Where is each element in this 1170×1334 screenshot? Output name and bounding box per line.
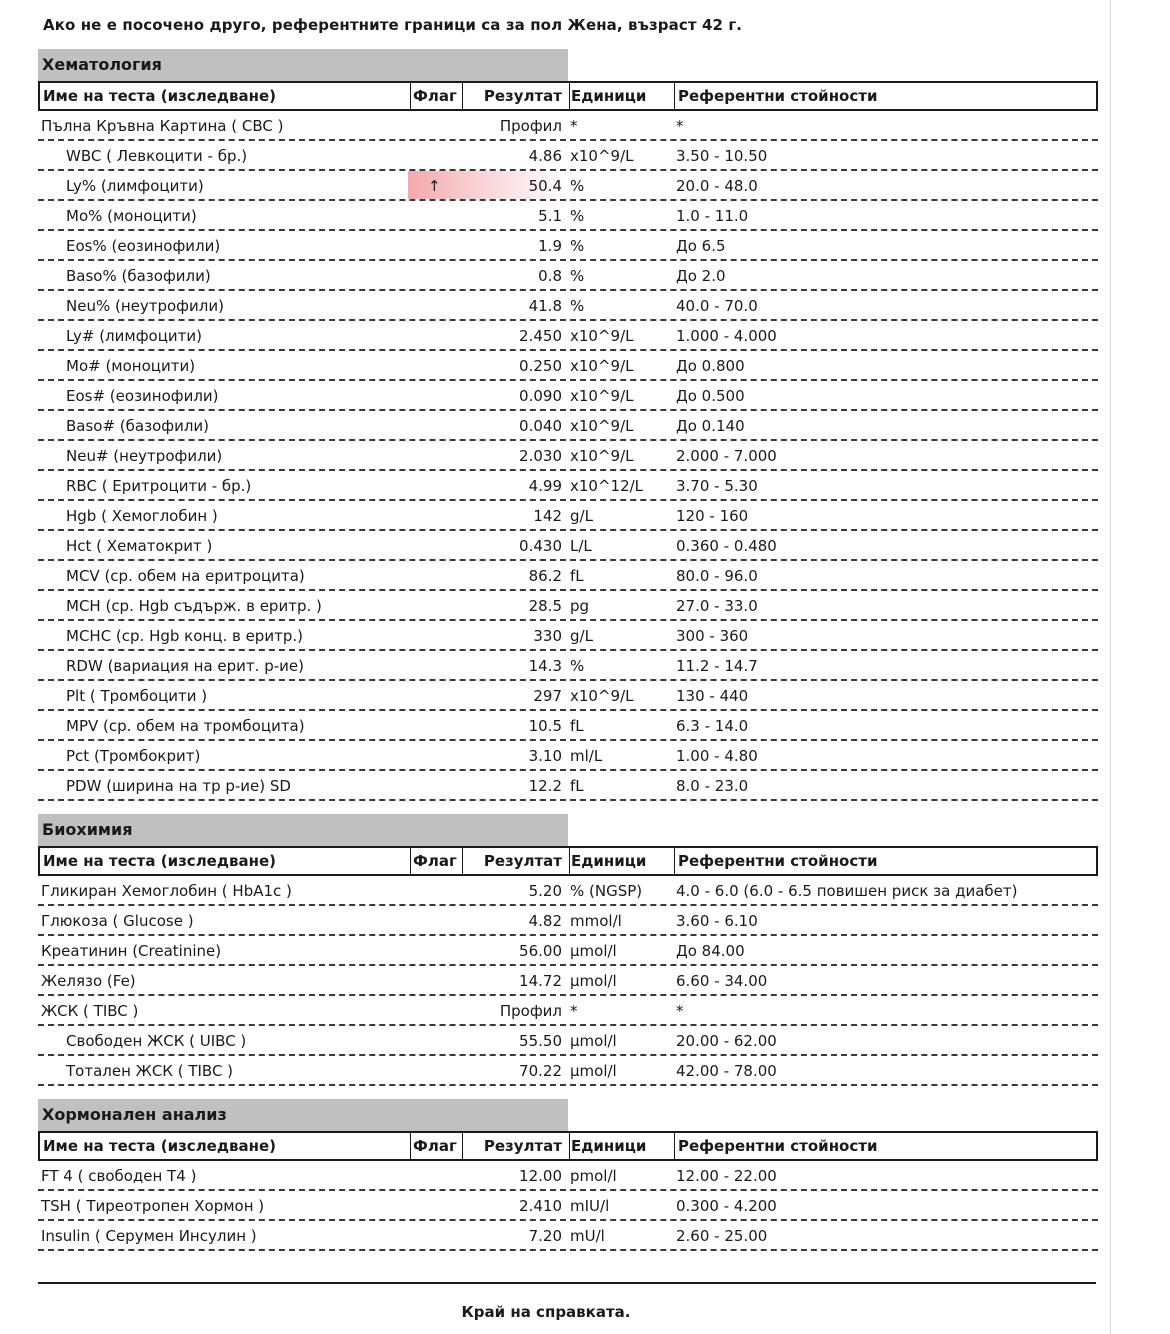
test-name: RBC ( Еритроцити - бр.) xyxy=(66,477,252,495)
test-result: 4.82 xyxy=(528,912,562,930)
table-row xyxy=(38,531,1098,561)
page-edge-line xyxy=(1110,0,1111,1334)
test-result: 3.10 xyxy=(528,747,562,765)
header-result: Резултат xyxy=(483,1137,562,1155)
test-units: pmol/l xyxy=(570,1167,617,1185)
header-units: Единици xyxy=(571,87,647,105)
end-divider xyxy=(38,1282,1096,1284)
table-row xyxy=(38,381,1098,411)
header-units: Единици xyxy=(571,1137,647,1155)
test-units: % xyxy=(570,207,585,225)
reference-range: 0.360 - 0.480 xyxy=(676,537,777,555)
test-result: 4.86 xyxy=(528,147,562,165)
header-divider xyxy=(462,848,463,874)
test-result: 28.5 xyxy=(528,597,562,615)
test-units: x10^9/L xyxy=(570,147,634,165)
header-name: Име на теста (изследване) xyxy=(43,87,276,105)
test-result: 0.250 xyxy=(519,357,562,375)
reference-range: 300 - 360 xyxy=(676,627,749,645)
header-reference: Референтни стойности xyxy=(678,852,878,870)
section-biochemistry xyxy=(38,814,1098,1086)
test-name: Тотален ЖСК ( TIBC ) xyxy=(66,1062,234,1080)
test-name: Neu% (неутрофили) xyxy=(66,297,224,315)
table-header xyxy=(38,81,1098,111)
table-row xyxy=(38,111,1098,141)
test-units: x10^9/L xyxy=(570,447,634,465)
table-row xyxy=(38,321,1098,351)
test-name: Pct (Тромбокрит) xyxy=(66,747,201,765)
test-result: 14.3 xyxy=(528,657,562,675)
reference-range: 3.70 - 5.30 xyxy=(676,477,758,495)
table-row xyxy=(38,1221,1098,1251)
test-name: Креатинин (Creatinine) xyxy=(41,942,222,960)
header-divider xyxy=(569,83,570,109)
test-result: 142 xyxy=(533,507,562,525)
test-units: % xyxy=(570,237,585,255)
section-title: Хематология xyxy=(38,49,568,81)
test-result: 41.8 xyxy=(528,297,562,315)
header-divider xyxy=(462,1133,463,1159)
table-header xyxy=(38,846,1098,876)
test-units: fL xyxy=(570,717,584,735)
test-units: fL xyxy=(570,567,584,585)
test-result: 5.1 xyxy=(538,207,562,225)
test-result: 14.72 xyxy=(519,972,562,990)
test-units: mmol/l xyxy=(570,912,622,930)
test-name: Свободен ЖСК ( UIBC ) xyxy=(66,1032,247,1050)
test-units: x10^12/L xyxy=(570,477,644,495)
report-intro: Ако не е посочено друго, референтните граници са за пол Жена, възраст 42 г. xyxy=(43,16,743,34)
table-row xyxy=(38,966,1098,996)
test-units: * xyxy=(570,1002,578,1020)
test-units: ml/L xyxy=(570,747,603,765)
test-units: x10^9/L xyxy=(570,327,634,345)
test-name: Neu# (неутрофили) xyxy=(66,447,223,465)
test-name: Insulin ( Серумен Инсулин ) xyxy=(41,1227,257,1245)
reference-range: До 2.0 xyxy=(676,267,726,285)
flag-high-indicator: ↑ xyxy=(408,171,568,199)
test-result: 297 xyxy=(533,687,562,705)
table-row xyxy=(38,906,1098,936)
header-divider xyxy=(674,83,675,109)
table-row xyxy=(38,411,1098,441)
section-title: Хормонален анализ xyxy=(38,1099,568,1131)
test-result: 0.040 xyxy=(519,417,562,435)
header-reference: Референтни стойности xyxy=(678,1137,878,1155)
test-units: x10^9/L xyxy=(570,687,634,705)
reference-range: 8.0 - 23.0 xyxy=(676,777,749,795)
table-row xyxy=(38,876,1098,906)
test-name: MCHC (ср. Hgb конц. в еритр.) xyxy=(66,627,303,645)
table-row xyxy=(38,261,1098,291)
test-units: µmol/l xyxy=(570,1062,617,1080)
test-units: x10^9/L xyxy=(570,387,634,405)
test-result: 12.00 xyxy=(519,1167,562,1185)
test-name: WBC ( Левкоцити - бр.) xyxy=(66,147,248,165)
test-name: Eos% (еозинофили) xyxy=(66,237,221,255)
test-name: Eos# (еозинофили) xyxy=(66,387,219,405)
table-row xyxy=(38,141,1098,171)
header-flag: Флаг xyxy=(413,87,457,105)
test-result: 50.4 xyxy=(528,177,562,195)
test-name: Желязо (Fe) xyxy=(41,972,136,990)
table-row xyxy=(38,351,1098,381)
table-row xyxy=(38,711,1098,741)
header-units: Единици xyxy=(571,852,647,870)
header-name: Име на теста (изследване) xyxy=(43,852,276,870)
reference-range: * xyxy=(676,117,684,135)
reference-range: 42.00 - 78.00 xyxy=(676,1062,777,1080)
test-result: 1.9 xyxy=(538,237,562,255)
table-row xyxy=(38,996,1098,1026)
test-result: 5.20 xyxy=(528,882,562,900)
test-units: % xyxy=(570,267,585,285)
test-name: MPV (ср. обем на тромбоцита) xyxy=(66,717,305,735)
table-row xyxy=(38,171,1098,201)
reference-range: 0.300 - 4.200 xyxy=(676,1197,777,1215)
reference-range: До 6.5 xyxy=(676,237,726,255)
test-result: Профил xyxy=(499,1002,562,1020)
test-name: TSH ( Тиреотропен Хормон ) xyxy=(41,1197,265,1215)
test-name: Гликиран Хемоглобин ( HbA1c ) xyxy=(41,882,292,900)
test-name: Ly# (лимфоцити) xyxy=(66,327,202,345)
reference-range: * xyxy=(676,1002,684,1020)
test-result: 10.5 xyxy=(528,717,562,735)
test-name: Plt ( Тромбоцити ) xyxy=(66,687,208,705)
test-units: x10^9/L xyxy=(570,417,634,435)
test-units: µmol/l xyxy=(570,942,617,960)
test-result: 2.450 xyxy=(519,327,562,345)
section-hormonal xyxy=(38,1099,1098,1251)
table-row xyxy=(38,1056,1098,1086)
reference-range: 130 - 440 xyxy=(676,687,749,705)
test-result: Профил xyxy=(499,117,562,135)
reference-range: 1.0 - 11.0 xyxy=(676,207,749,225)
table-row xyxy=(38,681,1098,711)
reference-range: 3.60 - 6.10 xyxy=(676,912,758,930)
test-result: 55.50 xyxy=(519,1032,562,1050)
reference-range: 1.000 - 4.000 xyxy=(676,327,777,345)
header-divider xyxy=(674,1133,675,1159)
reference-range: 2.60 - 25.00 xyxy=(676,1227,768,1245)
table-row xyxy=(38,1191,1098,1221)
test-name: Пълна Кръвна Картина ( CBC ) xyxy=(41,117,284,135)
test-name: MCH (ср. Hgb съдърж. в еритр. ) xyxy=(66,597,322,615)
reference-range: 4.0 - 6.0 (6.0 - 6.5 повишен риск за диабет) xyxy=(676,882,1018,900)
reference-range: 6.60 - 34.00 xyxy=(676,972,768,990)
test-name: Mo% (моноцити) xyxy=(66,207,197,225)
reference-range: 2.000 - 7.000 xyxy=(676,447,777,465)
header-result: Резултат xyxy=(483,87,562,105)
test-result: 70.22 xyxy=(519,1062,562,1080)
test-result: 12.2 xyxy=(528,777,562,795)
test-units: g/L xyxy=(570,627,593,645)
test-units: * xyxy=(570,117,578,135)
header-flag: Флаг xyxy=(413,852,457,870)
test-result: 7.20 xyxy=(528,1227,562,1245)
test-result: 2.030 xyxy=(519,447,562,465)
test-name: MCV (ср. обем на еритроцита) xyxy=(66,567,305,585)
reference-range: 12.00 - 22.00 xyxy=(676,1167,777,1185)
test-result: 0.8 xyxy=(538,267,562,285)
test-units: mIU/l xyxy=(570,1197,610,1215)
table-row xyxy=(38,651,1098,681)
reference-range: 27.0 - 33.0 xyxy=(676,597,758,615)
table-row xyxy=(38,441,1098,471)
table-row xyxy=(38,231,1098,261)
test-result: 4.99 xyxy=(528,477,562,495)
reference-range: 1.00 - 4.80 xyxy=(676,747,758,765)
test-result: 330 xyxy=(533,627,562,645)
test-result: 0.430 xyxy=(519,537,562,555)
reference-range: 20.00 - 62.00 xyxy=(676,1032,777,1050)
reference-range: До 0.800 xyxy=(676,357,745,375)
test-units: pg xyxy=(570,597,590,615)
header-divider xyxy=(410,1133,411,1159)
header-divider xyxy=(569,1133,570,1159)
reference-range: 3.50 - 10.50 xyxy=(676,147,768,165)
header-name: Име на теста (изследване) xyxy=(43,1137,276,1155)
header-divider xyxy=(569,848,570,874)
header-divider xyxy=(462,83,463,109)
reference-range: 80.0 - 96.0 xyxy=(676,567,758,585)
reference-range: 120 - 160 xyxy=(676,507,749,525)
test-name: Hct ( Хематокрит ) xyxy=(66,537,213,555)
test-result: 0.090 xyxy=(519,387,562,405)
test-name: FT 4 ( свободен T4 ) xyxy=(41,1167,197,1185)
table-row xyxy=(38,741,1098,771)
header-reference: Референтни стойности xyxy=(678,87,878,105)
table-row xyxy=(38,201,1098,231)
report-end: Край на справката. xyxy=(461,1303,631,1321)
test-name: Hgb ( Хемоглобин ) xyxy=(66,507,218,525)
test-units: % xyxy=(570,297,585,315)
test-units: fL xyxy=(570,777,584,795)
table-row xyxy=(38,501,1098,531)
table-row xyxy=(38,1026,1098,1056)
reference-range: До 0.500 xyxy=(676,387,745,405)
header-result: Резултат xyxy=(483,852,562,870)
header-flag: Флаг xyxy=(413,1137,457,1155)
test-units: mU/l xyxy=(570,1227,605,1245)
test-name: PDW (ширина на тр р-ие) SD xyxy=(66,777,291,795)
test-result: 56.00 xyxy=(519,942,562,960)
test-units: L/L xyxy=(570,537,592,555)
section-hematology xyxy=(38,49,1098,801)
test-name: Mo# (моноцити) xyxy=(66,357,196,375)
section-title: Биохимия xyxy=(38,814,568,846)
test-units: % xyxy=(570,177,585,195)
test-name: Ly% (лимфоцити) xyxy=(66,177,204,195)
reference-range: 6.3 - 14.0 xyxy=(676,717,749,735)
test-units: g/L xyxy=(570,507,593,525)
table-row xyxy=(38,561,1098,591)
test-result: 86.2 xyxy=(528,567,562,585)
test-result: 2.410 xyxy=(519,1197,562,1215)
header-divider xyxy=(410,83,411,109)
test-name: Baso% (базофили) xyxy=(66,267,211,285)
table-header xyxy=(38,1131,1098,1161)
table-row xyxy=(38,1161,1098,1191)
test-units: µmol/l xyxy=(570,972,617,990)
test-name: Baso# (базофили) xyxy=(66,417,210,435)
test-units: % xyxy=(570,657,585,675)
table-row xyxy=(38,291,1098,321)
reference-range: 40.0 - 70.0 xyxy=(676,297,758,315)
test-units: µmol/l xyxy=(570,1032,617,1050)
test-units: x10^9/L xyxy=(570,357,634,375)
table-row xyxy=(38,591,1098,621)
test-name: Глюкоза ( Glucose ) xyxy=(41,912,194,930)
table-row xyxy=(38,471,1098,501)
table-row xyxy=(38,936,1098,966)
table-row xyxy=(38,621,1098,651)
header-divider xyxy=(410,848,411,874)
test-name: RDW (вариация на ерит. р-ие) xyxy=(66,657,304,675)
test-units: % (NGSP) xyxy=(570,882,643,900)
header-divider xyxy=(674,848,675,874)
table-row xyxy=(38,771,1098,801)
reference-range: До 84.00 xyxy=(676,942,745,960)
reference-range: 11.2 - 14.7 xyxy=(676,657,758,675)
reference-range: 20.0 - 48.0 xyxy=(676,177,758,195)
reference-range: До 0.140 xyxy=(676,417,745,435)
test-name: ЖСК ( TIBC ) xyxy=(41,1002,139,1020)
